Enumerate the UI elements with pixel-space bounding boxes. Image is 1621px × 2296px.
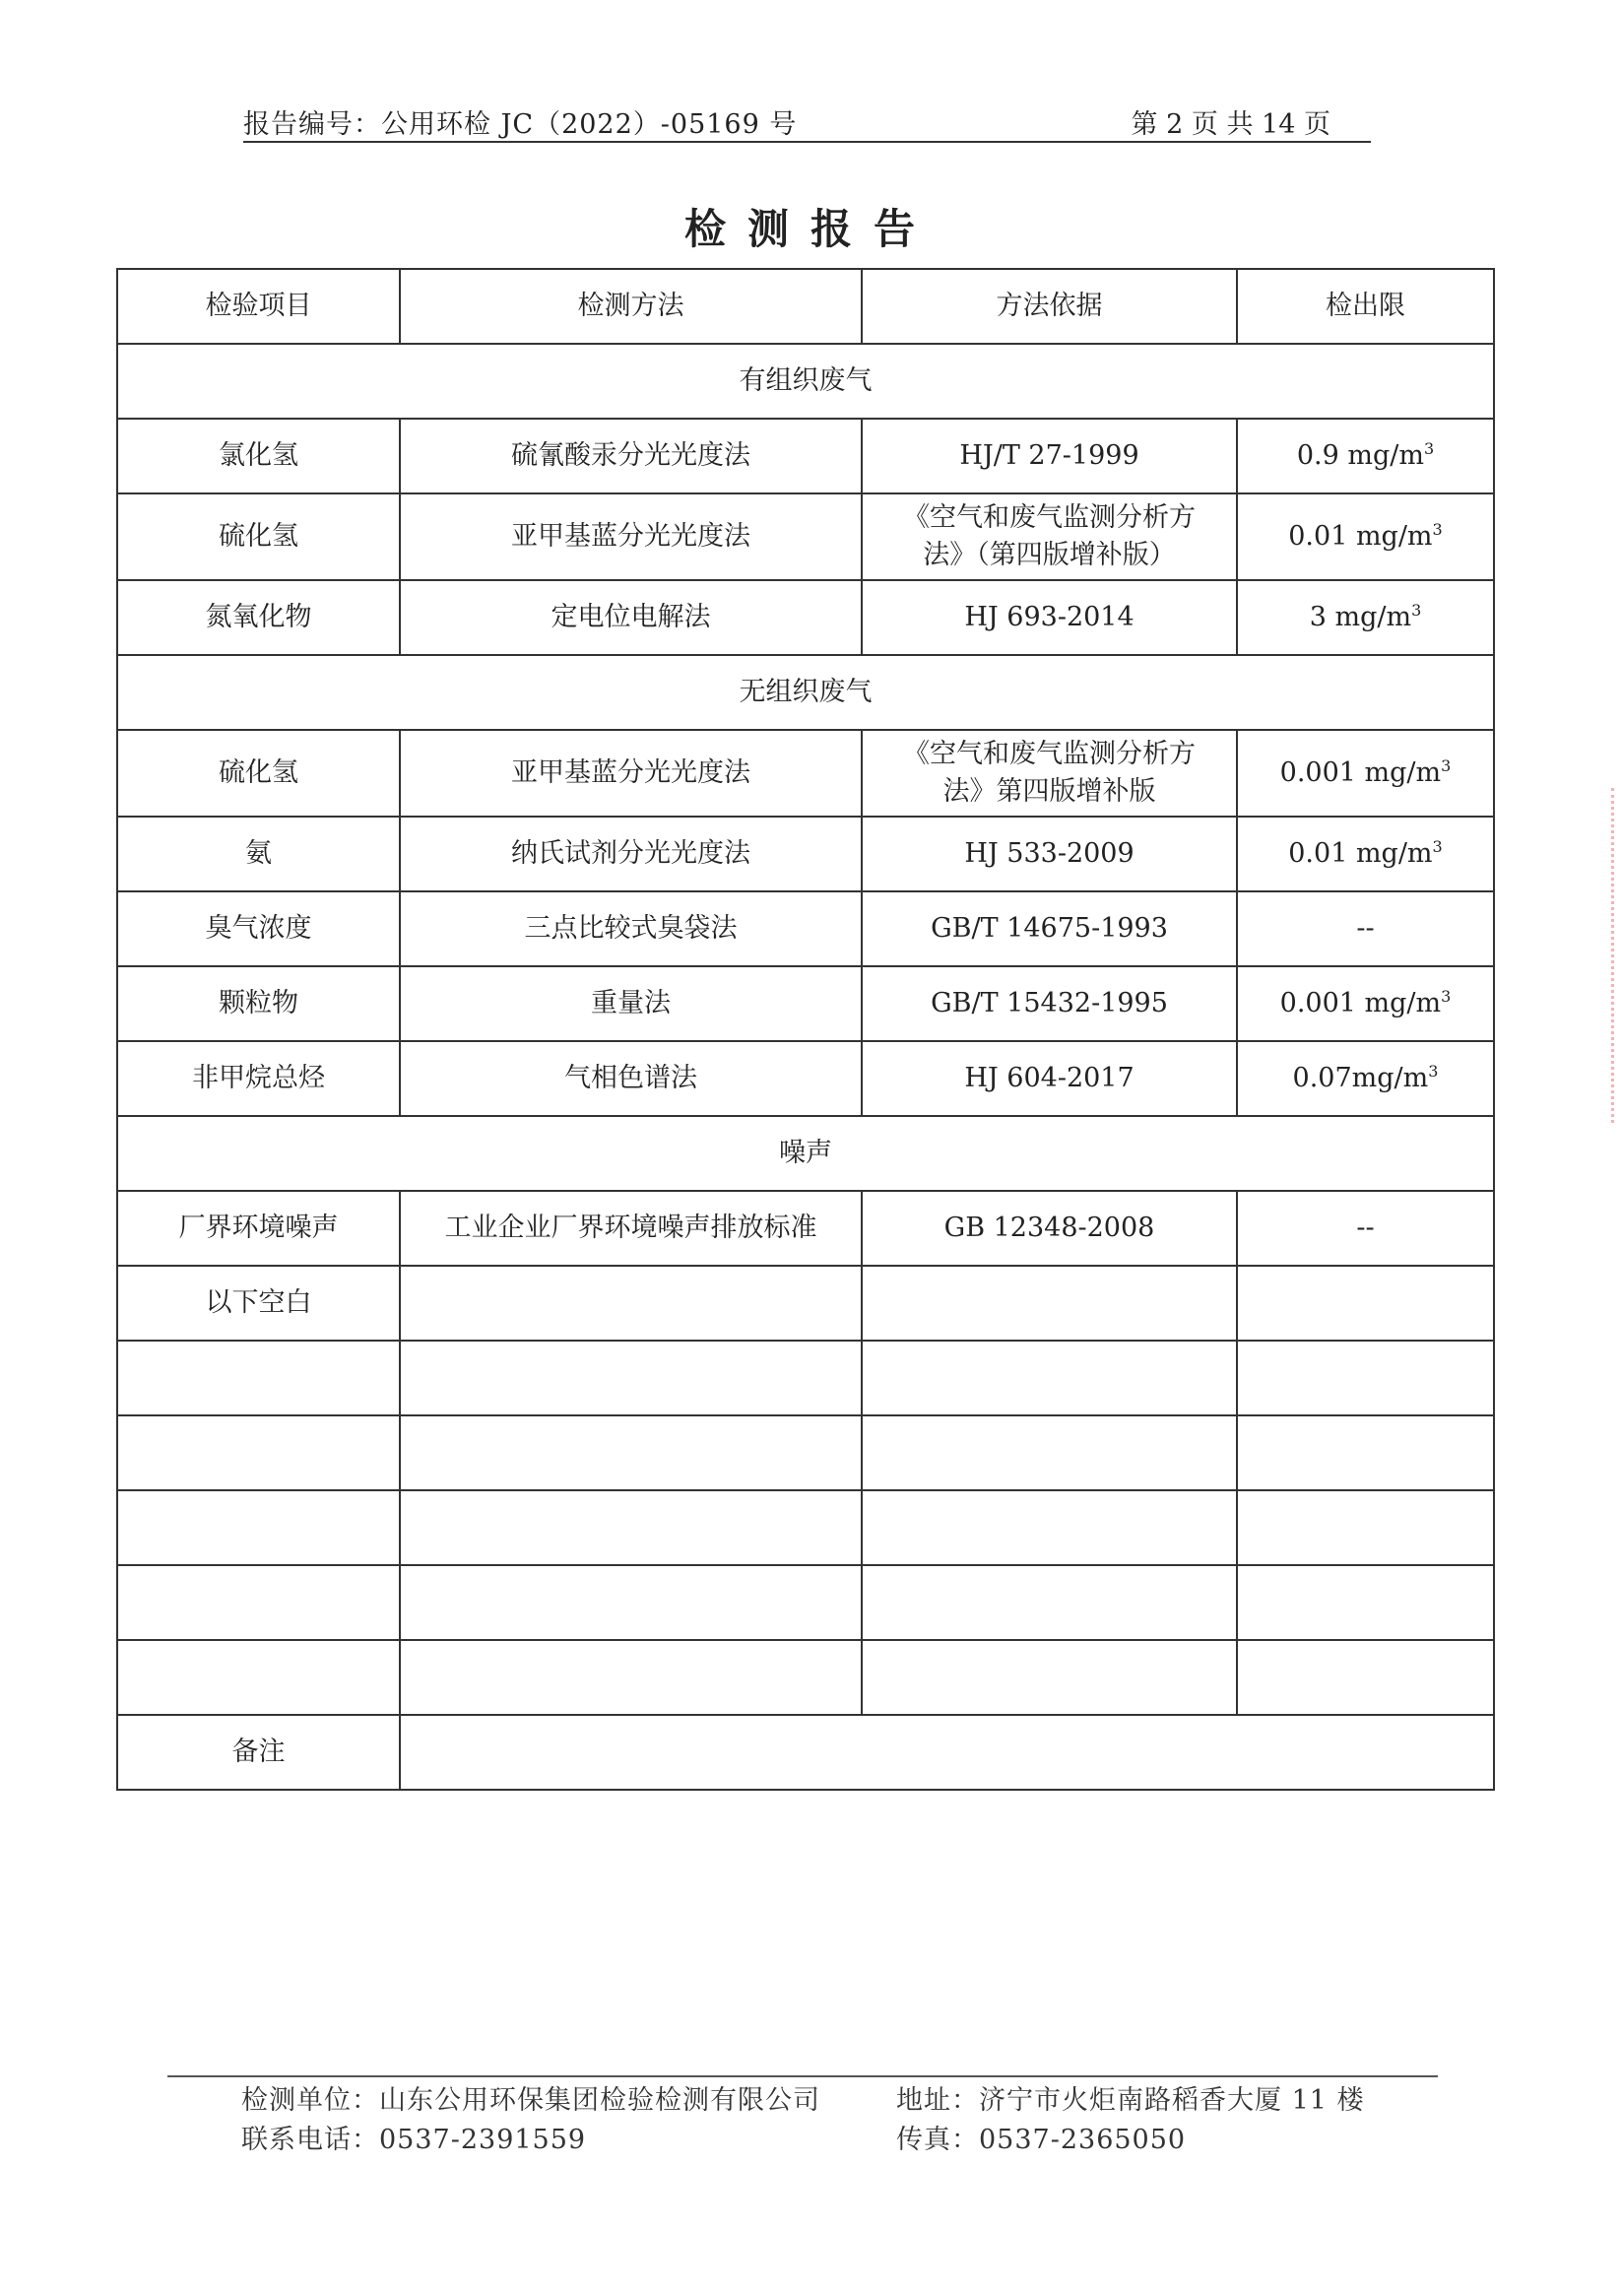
section-row — [117, 655, 1494, 730]
item-cell: 非甲烷总烃 — [117, 1041, 400, 1116]
empty-row — [117, 1640, 1494, 1715]
basis-cell — [862, 493, 1237, 580]
method-cell: 定电位电解法 — [400, 580, 862, 655]
empty-row — [117, 1490, 1494, 1565]
test-method-table — [116, 268, 1495, 1791]
remark-row — [117, 1715, 1494, 1790]
limit-exponent: 3 — [1441, 987, 1452, 1006]
basis-line: HJ 693-2014 — [964, 602, 1135, 632]
limit-value: 3 mg/m — [1309, 602, 1412, 632]
header-method: 检测方法 — [400, 269, 862, 344]
limit-cell — [1237, 966, 1494, 1041]
section-title: 无组织废气 — [117, 655, 1494, 730]
blank-note-row — [117, 1266, 1494, 1341]
basis-cell — [862, 817, 1237, 891]
table-row — [117, 493, 1494, 580]
basis-cell — [862, 891, 1237, 966]
section-title: 噪声 — [117, 1116, 1494, 1191]
item-cell: 硫化氢 — [117, 493, 400, 580]
table-row — [117, 580, 1494, 655]
limit-exponent: 3 — [1432, 520, 1443, 539]
limit-value: 0.01 mg/m — [1288, 521, 1433, 552]
limit-value: 0.001 mg/m — [1279, 757, 1442, 788]
table-row — [117, 1041, 1494, 1116]
footer-fax: 传真：0537-2365050 — [896, 2125, 1187, 2155]
header-item: 检验项目 — [117, 269, 400, 344]
item-cell: 臭气浓度 — [117, 891, 400, 966]
item-cell: 氨 — [117, 817, 400, 891]
basis-line: 《空气和废气监测分析方 — [903, 739, 1196, 769]
basis-cell — [862, 1041, 1237, 1116]
basis-line: HJ/T 27-1999 — [959, 440, 1139, 471]
basis-line: HJ 533-2009 — [964, 838, 1135, 869]
table-header-row — [117, 269, 1494, 344]
basis-line-2: 法》（第四版增补版） — [923, 540, 1176, 570]
limit-cell — [1237, 730, 1494, 817]
seal-edge-mark — [1611, 788, 1621, 1123]
footer-divider — [167, 2075, 1438, 2077]
blank-note: 以下空白 — [117, 1266, 400, 1341]
limit-exponent: 3 — [1423, 439, 1435, 458]
item-cell: 氯化氢 — [117, 419, 400, 493]
method-cell: 亚甲基蓝分光光度法 — [400, 730, 862, 817]
basis-cell — [862, 580, 1237, 655]
limit-cell — [1237, 1041, 1494, 1116]
table-row — [117, 817, 1494, 891]
basis-line: GB 12348-2008 — [943, 1213, 1155, 1243]
section-row — [117, 1116, 1494, 1191]
limit-cell — [1237, 580, 1494, 655]
method-cell: 重量法 — [400, 966, 862, 1041]
footer-phone: 联系电话：0537-2391559 — [241, 2125, 587, 2155]
limit-cell — [1237, 419, 1494, 493]
empty-row — [117, 1565, 1494, 1640]
table-row — [117, 966, 1494, 1041]
table-row — [117, 730, 1494, 817]
item-cell: 氮氧化物 — [117, 580, 400, 655]
basis-cell — [862, 966, 1237, 1041]
limit-value: 0.07mg/m — [1292, 1063, 1429, 1093]
limit-value: 0.001 mg/m — [1279, 988, 1442, 1018]
limit-exponent: 3 — [1432, 837, 1443, 856]
section-row — [117, 344, 1494, 419]
basis-line-2: 法》第四版增补版 — [942, 776, 1156, 807]
empty-row — [117, 1415, 1494, 1490]
table-row — [117, 1191, 1494, 1266]
remark-content — [400, 1715, 1494, 1790]
method-cell: 亚甲基蓝分光光度法 — [400, 493, 862, 580]
method-cell: 纳氏试剂分光光度法 — [400, 817, 862, 891]
limit-cell — [1237, 891, 1494, 966]
limit-exponent: 3 — [1441, 756, 1452, 775]
limit-value: 0.9 mg/m — [1296, 440, 1424, 471]
method-cell: 气相色谱法 — [400, 1041, 862, 1116]
limit-value: -- — [1356, 1213, 1375, 1243]
basis-line: GB/T 15432-1995 — [931, 988, 1168, 1018]
empty-row — [117, 1341, 1494, 1415]
report-number: 报告编号：公用环检 JC（2022）-05169 号 — [243, 109, 798, 140]
limit-exponent: 3 — [1428, 1062, 1439, 1081]
header-basis: 方法依据 — [862, 269, 1237, 344]
limit-value: -- — [1356, 913, 1375, 944]
limit-cell — [1237, 1191, 1494, 1266]
item-cell: 厂界环境噪声 — [117, 1191, 400, 1266]
method-cell: 硫氰酸汞分光光度法 — [400, 419, 862, 493]
item-cell: 硫化氢 — [117, 730, 400, 817]
basis-line: 《空气和废气监测分析方 — [903, 502, 1196, 533]
basis-cell — [862, 730, 1237, 817]
limit-exponent: 3 — [1411, 601, 1422, 620]
remark-label: 备注 — [117, 1715, 400, 1790]
basis-line: GB/T 14675-1993 — [931, 913, 1168, 944]
report-header — [243, 102, 1370, 142]
footer — [241, 2081, 1423, 2160]
limit-cell — [1237, 817, 1494, 891]
basis-cell — [862, 1191, 1237, 1266]
header-divider — [243, 141, 1371, 143]
method-cell: 三点比较式臭袋法 — [400, 891, 862, 966]
basis-line: HJ 604-2017 — [964, 1063, 1135, 1093]
method-cell: 工业企业厂界环境噪声排放标准 — [400, 1191, 862, 1266]
table-row — [117, 419, 1494, 493]
item-cell: 颗粒物 — [117, 966, 400, 1041]
table-row — [117, 891, 1494, 966]
limit-value: 0.01 mg/m — [1288, 838, 1433, 869]
page-title: 检测报告 — [683, 205, 937, 253]
limit-cell — [1237, 493, 1494, 580]
footer-address: 地址：济宁市火炬南路稻香大厦 11 楼 — [896, 2085, 1365, 2116]
page-info: 第 2 页 共 14 页 — [1131, 109, 1330, 140]
section-title: 有组织废气 — [117, 344, 1494, 419]
header-limit: 检出限 — [1237, 269, 1494, 344]
basis-cell — [862, 419, 1237, 493]
footer-unit: 检测单位：山东公用环保集团检验检测有限公司 — [241, 2085, 820, 2116]
